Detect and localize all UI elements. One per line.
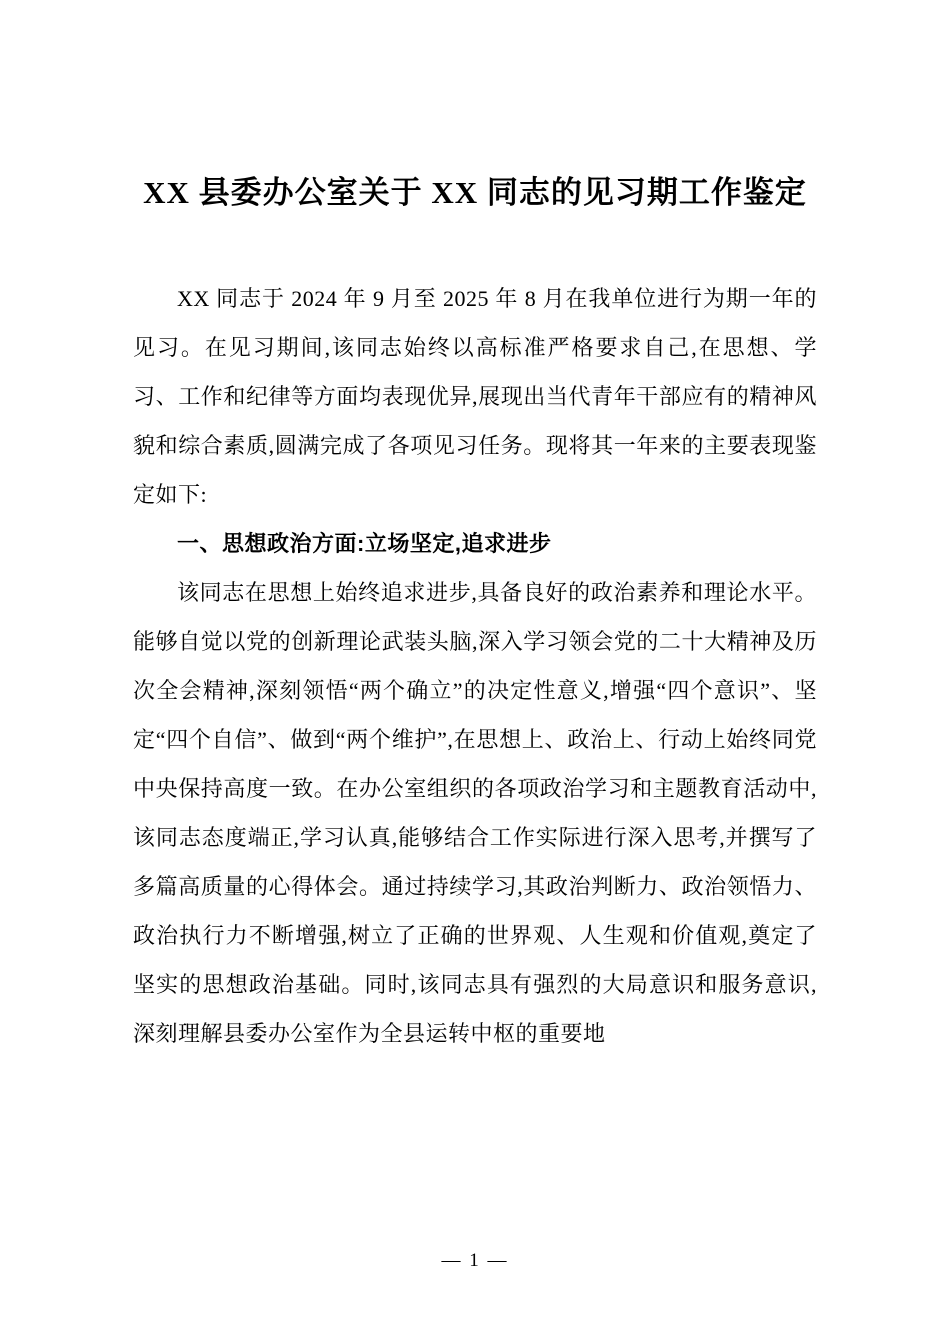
document-title: XX 县委办公室关于 XX 同志的见习期工作鉴定 bbox=[143, 175, 807, 210]
section-1-paragraph: 该同志在思想上始终追求进步,具备良好的政治素养和理论水平。能够自觉以党的创新理论武装头脑,深入学习领会党的二十大精神及历次全会精神,深刻领悟“两个确立”的决定性意义,增强“四个意识”、坚定“四个自信”、做到“两个维护”,在思想上、政治上、行动上始终同党中央保持高度一致。在办公室组织的各项政治学习和主题教育活动中,该同志态度端正,学习认真,能够结合工作实际进行深入思考,并撰写了多篇高质量的心得体会。通过持续学习,其政治判断力、政治领悟力、政治执行力不断增强,树立了正确的世界观、人生观和价值观,奠定了坚实的思想政治基础。同时,该同志具有强烈的大局意识和服务意识,深刻理解县委办公室作为全县运转中枢的重要地 bbox=[133, 580, 817, 1046]
section-heading-1: 一、思想政治方面:立场坚定,追求进步 bbox=[177, 531, 552, 556]
intro-paragraph: XX 同志于 2024 年 9 月至 2025 年 8 月在我单位进行为期一年的见习。在见习期间,该同志始终以高标准严格要求自己,在思想、学习、工作和纪律等方面均表现优异,展现出当代青年干部应有的精神风貌和综合素质,圆满完成了各项见习任务。现将其一年来的主要表现鉴定如下: bbox=[133, 286, 817, 507]
page-number: — 1 — bbox=[441, 1250, 509, 1271]
